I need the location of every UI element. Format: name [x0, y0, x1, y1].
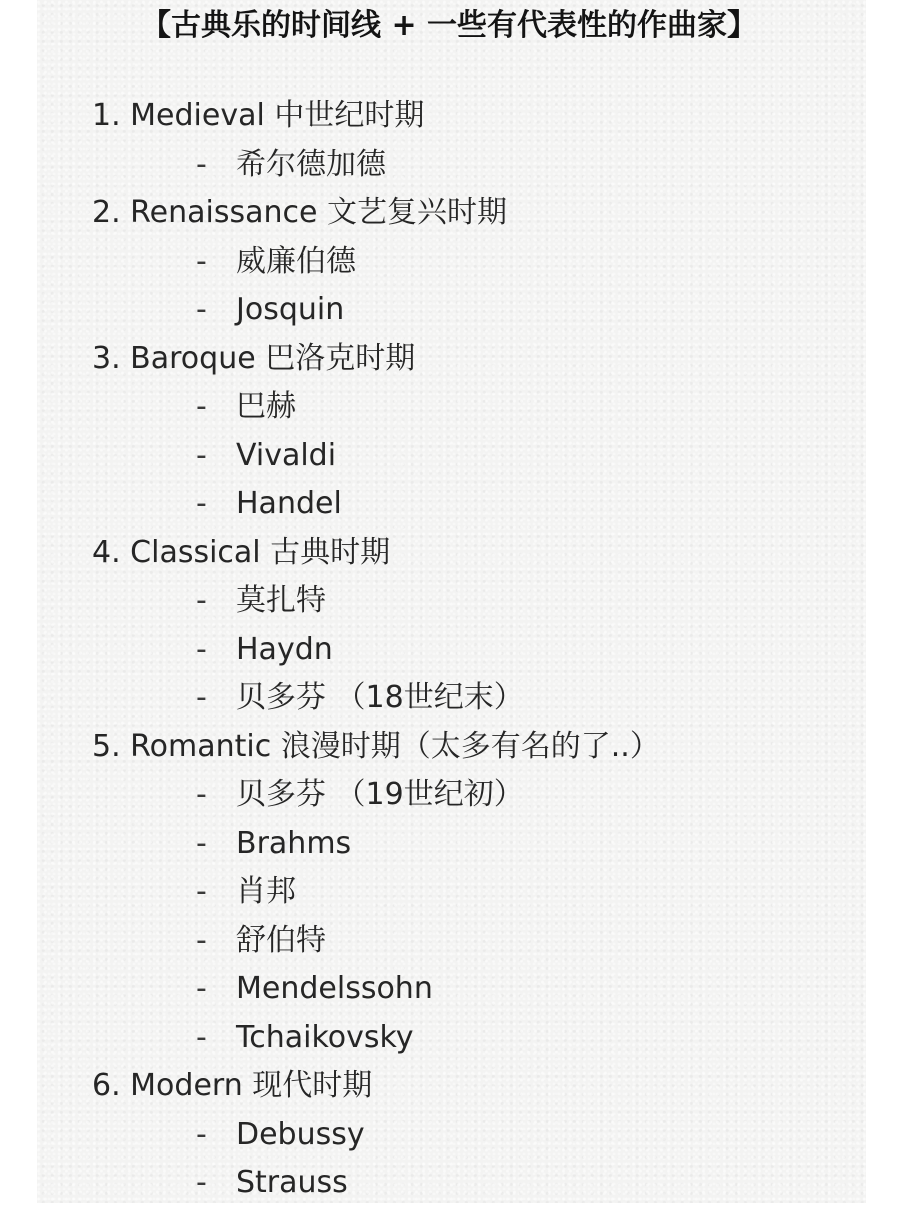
section-heading: 4. Classical 古典时期 — [92, 534, 391, 570]
timeline-list — [0, 92, 902, 1208]
section-modern — [0, 1062, 902, 1111]
composer-name: Brahms — [236, 825, 352, 861]
dash-bullet: - — [196, 777, 207, 812]
section-heading: 5. Romantic 浪漫时期（太多有名的了..） — [92, 728, 660, 764]
composer-item — [0, 917, 902, 966]
composer-name: Mendelssohn — [236, 971, 433, 1006]
section-heading: 3. Baroque 巴洛克时期 — [92, 340, 416, 376]
dash-bullet: - — [196, 243, 207, 279]
section-heading: 1. Medieval 中世纪时期 — [92, 98, 425, 133]
composer-item — [0, 868, 902, 917]
composer-name: 希尔德加德 — [236, 146, 386, 182]
composer-item — [0, 383, 902, 432]
composer-name: Strauss — [236, 1165, 348, 1200]
composer-name: 贝多芬 （18世纪末） — [236, 680, 524, 715]
composer-name: Josquin — [236, 292, 345, 327]
dash-bullet: - — [196, 437, 207, 473]
dash-bullet: - — [196, 874, 207, 909]
composer-item — [0, 238, 902, 287]
dash-bullet: - — [196, 825, 207, 861]
section-renaissance — [0, 189, 902, 238]
dash-bullet: - — [196, 680, 207, 715]
dash-bullet: - — [196, 1116, 207, 1152]
dash-bullet: - — [196, 1165, 207, 1200]
dash-bullet: - — [196, 146, 207, 182]
composer-item — [0, 1111, 902, 1160]
composer-name: Vivaldi — [236, 437, 337, 473]
section-heading: 6. Modern 现代时期 — [92, 1068, 373, 1103]
composer-item — [0, 674, 902, 723]
composer-item — [0, 577, 902, 626]
section-romantic — [0, 723, 902, 772]
composer-name: 莫扎特 — [236, 583, 326, 618]
composer-item — [0, 141, 902, 190]
composer-name: Tchaikovsky — [236, 1019, 414, 1055]
dash-bullet: - — [196, 922, 207, 958]
composer-name: Handel — [236, 486, 342, 521]
composer-item — [0, 432, 902, 481]
dash-bullet: - — [196, 486, 207, 521]
composer-item — [0, 820, 902, 869]
section-baroque — [0, 335, 902, 384]
composer-item — [0, 771, 902, 820]
dash-bullet: - — [196, 631, 207, 667]
composer-item — [0, 1014, 902, 1063]
dash-bullet: - — [196, 971, 207, 1006]
dash-bullet: - — [196, 389, 207, 424]
composer-item — [0, 480, 902, 529]
composer-name: 威廉伯德 — [236, 243, 356, 279]
dash-bullet: - — [196, 583, 207, 618]
composer-name: 贝多芬 （19世纪初） — [236, 777, 524, 812]
composer-name: 舒伯特 — [236, 922, 326, 958]
dash-bullet: - — [196, 292, 207, 327]
section-heading: 2. Renaissance 文艺复兴时期 — [92, 195, 507, 230]
section-classical — [0, 529, 902, 578]
composer-name: Debussy — [236, 1116, 365, 1152]
composer-name: Haydn — [236, 631, 333, 667]
dash-bullet: - — [196, 1019, 207, 1055]
composer-name: 肖邦 — [236, 874, 296, 909]
section-medieval — [0, 92, 902, 141]
page-title: 【古典乐的时间线 + 一些有代表性的作曲家】 — [141, 8, 758, 43]
composer-item — [0, 1159, 902, 1208]
composer-item — [0, 965, 902, 1014]
composer-name: 巴赫 — [236, 389, 296, 424]
composer-item — [0, 286, 902, 335]
composer-item — [0, 626, 902, 675]
